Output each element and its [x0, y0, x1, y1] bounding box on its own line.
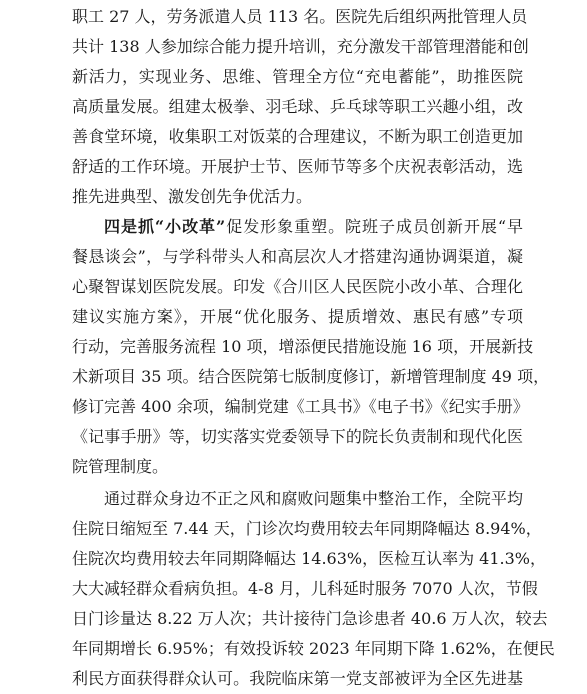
text-line-17: 通过群众身边不正之风和腐败问题集中整治工作，全院平均 [104, 489, 523, 508]
text-line-20: 大大减轻群众看病负担。4-8 月，儿科延时服务 7070 人次，节假 [72, 579, 538, 598]
text-line-19: 住院次均费用较去年同期降幅达 14.63%，医检互认率为 41.3%， [72, 549, 547, 568]
text-line-3: 新活力，实现业务、思维、管理全方位“充电蓄能”，助推医院 [72, 67, 523, 86]
text-line-22: 年同期增长 6.95%；有效投诉较 2023 年同期下降 1.62%，在便民 [72, 639, 555, 658]
text-line-21: 日门诊量达 8.22 万人次；共计接待门急诊患者 40.6 万人次，较去 [72, 609, 548, 628]
text-line-23: 利民方面获得群众认可。我院临床第一党支部被评为全区先进基 [72, 669, 523, 688]
text-line-12: 行动，完善服务流程 10 项，增添便民措施设施 16 项，开展新技 [72, 337, 534, 356]
text-line-9: 餐恳谈会”，与学科带头人和高层次人才搭建沟通协调渠道，凝 [72, 247, 523, 266]
text-line-4: 高质量发展。组建太极拳、羽毛球、乒乓球等职工兴趣小组，改 [72, 97, 523, 116]
text-line-10: 心聚智谋划医院发展。印发《合川区人民医院小改小革、合理化 [72, 277, 523, 296]
text-line-18: 住院日缩短至 7.44 天，门诊次均费用较去年同期降幅达 8.94%， [72, 519, 542, 538]
text-line-15: 《记事手册》等，切实落实党委领导下的院长负责制和现代化医 [72, 427, 523, 446]
paragraph-4-first-line [104, 212, 523, 242]
text-line-13: 术新项目 35 项。结合医院第七版制度修订，新增管理制度 49 项， [72, 367, 550, 386]
text-line-11: 建议实施方案》，开展“优化服务、提质增效、惠民有感”专项 [72, 307, 523, 326]
text-line-14: 修订完善 400 余项，编制党建《工具书》《电子书》《纪实手册》 [72, 397, 529, 416]
text-line-16: 院管理制度。 [72, 457, 169, 476]
text-line-2: 共计 138 人参加综合能力提升培训，充分激发干部管理潜能和创 [72, 37, 529, 56]
text-line-6: 舒适的工作环境。开展护士节、医师节等多个庆祝表彰活动，选 [72, 157, 523, 176]
section-heading-4: 四是抓“小改革” [104, 217, 226, 236]
text-line-8: 促发形象重塑。院班子成员创新开展“早 [225, 217, 523, 236]
text-line-1: 职工 27 人，劳务派遣人员 113 名。医院先后组织两批管理人员 [72, 7, 528, 26]
text-line-7: 推先进典型、激发创先争优活力。 [72, 187, 313, 206]
text-line-5: 善食堂环境，收集职工对饭菜的合理建议，不断为职工创造更加 [72, 127, 523, 146]
